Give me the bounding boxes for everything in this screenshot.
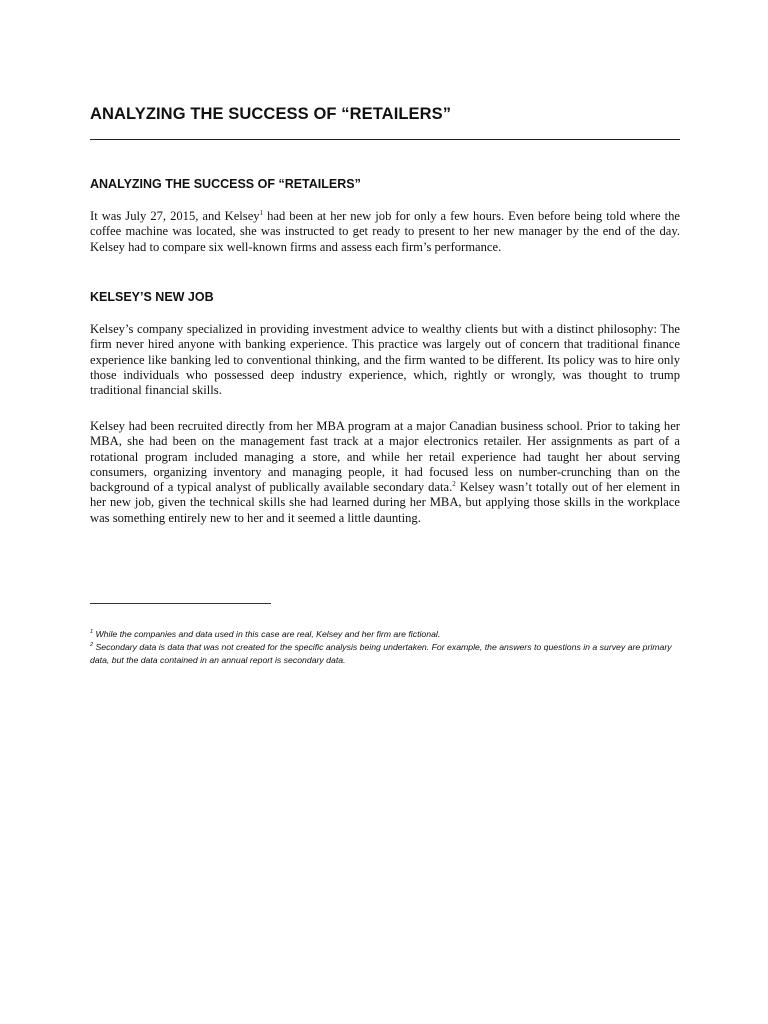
intro-paragraph: [90, 209, 680, 255]
footnote-2: [90, 641, 680, 667]
footnotes: [90, 628, 680, 667]
footnote-text-1: While the companies and data used in this case are real, Kelsey and her firm are fictional.: [93, 629, 441, 639]
footnote-1: [90, 628, 680, 641]
footnote-divider: [90, 603, 271, 604]
intro-text-start: It was July 27, 2015, and Kelsey: [90, 209, 260, 223]
section-heading-new-job: KELSEY’S NEW JOB: [90, 290, 214, 304]
footnote-mark-2: 2: [90, 642, 94, 649]
recruitment-text-end: Kelsey wasn’t totally out of her element in her new job, given the technical skills she had learned during her MBA, but applying those skills in the workplace was something entirely new to her and it seemed a little daunting.: [90, 480, 680, 525]
section-heading-analyzing: ANALYZING THE SUCCESS OF “RETAILERS”: [90, 177, 361, 191]
title-divider: [90, 139, 680, 140]
footnote-mark-1: 1: [90, 629, 94, 636]
document-title: ANALYZING THE SUCCESS OF “RETAILERS”: [90, 105, 452, 123]
intro-text-end: had been at her new job for only a few hours. Even before being told where the coffee machine was located, she was instructed to get ready to present to her new manager by the end of the day. Kelsey had to compare six well-known firms and assess each firm’s performance.: [90, 209, 680, 254]
footnote-text-2: Secondary data is data that was not created for the specific analysis being undertaken. For example, the answers to questions in a survey are primary data, but the data contained in an annual report is secondary data.: [90, 642, 672, 665]
recruitment-paragraph: [90, 419, 680, 526]
footnote-ref-1: 1: [259, 208, 264, 217]
recruitment-text-start: Kelsey had been recruited directly from her MBA program at a major Canadian business school. Prior to taking her MBA, she had been on the management fast track at a major electronics retailer. Her assignments as part of a rotational program included managing a store, and while her retail experience had taught her about serving consumers, organizing inventory and managing people, it had focused less on number-crunching than on the background of a typical analyst of publically available secondary data.: [90, 419, 680, 495]
company-paragraph: Kelsey’s company specialized in providing investment advice to wealthy clients but with a distinct philosophy: The firm never hired anyone with banking experience. This practice was largely out of concern that traditional finance experience like banking led to conventional thinking, and the firm wanted to be different. Its policy was to hire only those individuals who possessed deep industry experience, which, rightly or wrongly, was thought to trump traditional financial skills.: [90, 322, 680, 398]
footnote-ref-2: 2: [452, 480, 456, 488]
